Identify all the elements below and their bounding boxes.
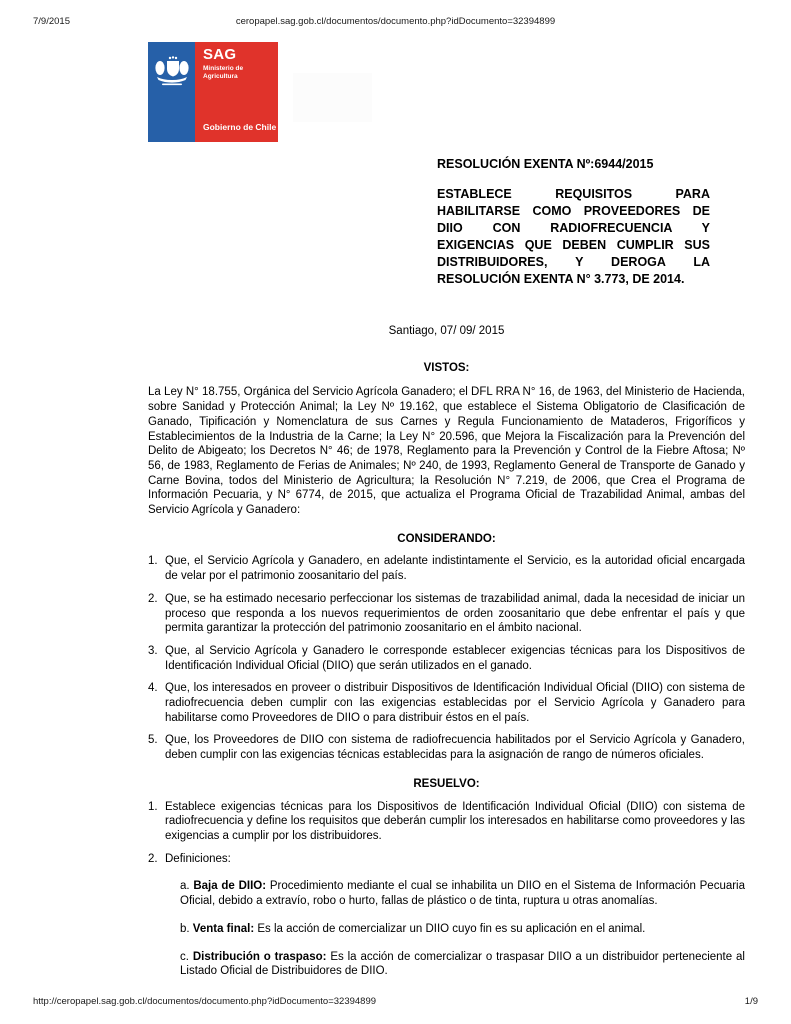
print-header-url: ceropapel.sag.gob.cl/documentos/documento.php?idDocumento=32394899	[235, 16, 556, 27]
definition-text: Procedimiento mediante el cual se inhabilita un DIIO en el Sistema de Información Pecuaria Oficial, debido a extravío, robo o hurto, fallas de plástico o de tinta, ruptura u otras anomalías.	[180, 880, 746, 908]
item-text: Que, los interesados en proveer o distribuir Dispositivos de Identificación Individual Oficial (DIIO) con sistema de radiofrecuencia deben cumplir con las exigencias establecidas por el Servicio Agrícola y Ganadero para habilitarse como Proveedores de DIIO o para distribuir éstos en el país.	[165, 682, 745, 724]
considerando-heading: CONSIDERANDO:	[397, 532, 496, 545]
print-footer-url: http://ceropapel.sag.gob.cl/documentos/documento.php?idDocumento=32394899	[33, 996, 377, 1007]
considerando-item	[148, 681, 745, 725]
definition-term: Venta final:	[192, 922, 255, 935]
definition-text: Es la acción de comercializar o traspasar DIIO a un distribuidor perteneciente al Listado Oficial de Distribuidores de DIIO.	[180, 950, 745, 978]
resuelvo-heading: RESUELVO:	[413, 777, 480, 790]
item-marker: 1.	[148, 800, 158, 813]
document-content	[148, 42, 745, 979]
considerando-item	[148, 554, 745, 583]
considerando-item	[148, 644, 745, 673]
logo-blue-panel	[148, 42, 195, 142]
definition-item	[180, 922, 745, 937]
resuelvo-item	[148, 800, 745, 844]
considerando-item	[148, 592, 745, 636]
item-marker: 2.	[148, 592, 158, 605]
item-marker: 5.	[148, 734, 158, 747]
resuelvo-list	[148, 800, 745, 867]
resolution-number: RESOLUCIÓN EXENTA Nº:6944/2015	[437, 157, 654, 171]
vistos-paragraph: La Ley N° 18.755, Orgánica del Servicio Agrícola Ganadero; el DFL RRA N° 16, de 1963, del Ministerio de Hacienda, sobre Sanidad y Protección Animal; la Ley Nº 19.162, que establece el Sistema Obligatorio de Clasificación de Ganado, Tipificación y Nomenclatura de sus Carnes y Regula Funcionamiento de Mataderos, Frigoríficos y Establecimientos de la Industria de la Carne; la Ley N° 20.596, que Mejora la Fiscalización para la Prevención del Delito de Abigeato; los Decretos N° 46; de 1978, Reglamento para la Prevención y Control de la Fiebre Aftosa; Nº 56, de 1983, Reglamento de Ferias de Animales; Nº 240, de 1993, Reglamento General de Transporte de Ganado y Carne Bovina, todos del Ministerio de Agricultura; la Resolución N° 7.219, de 2006, que Crea el Programa de Información Pecuaria, y N° 6774, de 2015, que actualiza el Programa Oficial de Trazabilidad Animal, ambas del Servicio Agrícola y Ganadero:	[148, 386, 745, 517]
considerando-item	[148, 733, 745, 762]
sag-logo	[148, 42, 278, 142]
logo-red-panel	[195, 42, 278, 142]
item-text: Que, al Servicio Agrícola y Ganadero le corresponde establecer exigencias técnicas para los Dispositivos de Identificación Individual Oficial (DIIO) que serán utilizados en el ganado.	[165, 644, 745, 672]
item-text: Establece exigencias técnicas para los Dispositivos de Identificación Individual Oficial (DIIO) con sistema de radiofrecuencia y define los requisitos que deberán cumplir los interesados en habilitarse como proveedores y las exigencias a cumplir por los distribuidores.	[165, 800, 745, 842]
item-text: Que, los Proveedores de DIIO con sistema de radiofrecuencia habilitados por el Servicio Agrícola y Ganadero, deben cumplir con las exigencias técnicas establecidas para la asignación de rango de números oficiales.	[165, 734, 745, 762]
definition-item	[180, 879, 745, 908]
print-date: 7/9/2015	[33, 16, 70, 27]
item-marker: 3.	[148, 644, 158, 657]
resolution-title-block	[437, 156, 710, 288]
logo-government-label: Gobierno de Chile	[203, 122, 277, 133]
resuelvo-item	[148, 852, 745, 867]
item-marker: 4.	[148, 682, 158, 695]
definitions-list	[180, 879, 745, 979]
print-header	[33, 16, 758, 27]
item-text: Definiciones:	[165, 852, 231, 865]
definition-letter: a.	[180, 880, 190, 893]
print-footer	[33, 996, 758, 1007]
definition-text: Es la acción de comercializar un DIIO cuyo fin es su aplicación en el animal.	[257, 922, 646, 935]
logo-acronym: SAG	[203, 46, 237, 63]
vistos-heading: VISTOS:	[423, 361, 470, 374]
definition-letter: c.	[180, 950, 189, 963]
item-text: Que, el Servicio Agrícola y Ganadero, en adelante indistintamente el Servicio, es la autoridad oficial encargada de velar por el patrimonio zoosanitario del país.	[165, 555, 745, 583]
definition-term: Distribución o traspaso:	[192, 950, 327, 963]
definition-item	[180, 950, 745, 979]
definition-letter: b.	[180, 922, 190, 935]
item-marker: 2.	[148, 852, 158, 865]
page-number: 1/9	[744, 996, 758, 1007]
definition-term: Baja de DIIO:	[193, 880, 267, 893]
item-text: Que, se ha estimado necesario perfeccionar los sistemas de trazabilidad animal, dada la necesidad de iniciar un proceso que responda a los nuevos requerimientos de orden zoosanitario que debe enfrentar el país y que permita garantizar la protección del patrimonio zoosanitario en el ámbito nacional.	[165, 592, 745, 635]
logo-ministry-label: Ministerio de Agricultura	[203, 64, 244, 80]
considerando-list	[148, 554, 745, 762]
resolution-subject: ESTABLECE REQUISITOS PARA HABILITARSE COMO PROVEEDORES DE DIIO CON RADIOFRECUENCIA Y EXIGENCIAS QUE DEBEN CUMPLIR SUS DISTRIBUIDORES, Y DEROGA LA RESOLUCIÓN EXENTA N° 3.773, DE 2014.	[437, 187, 710, 286]
chile-coat-of-arms-icon	[154, 42, 190, 94]
item-marker: 1.	[148, 555, 158, 568]
place-date-line: Santiago, 07/ 09/ 2015	[388, 325, 505, 337]
